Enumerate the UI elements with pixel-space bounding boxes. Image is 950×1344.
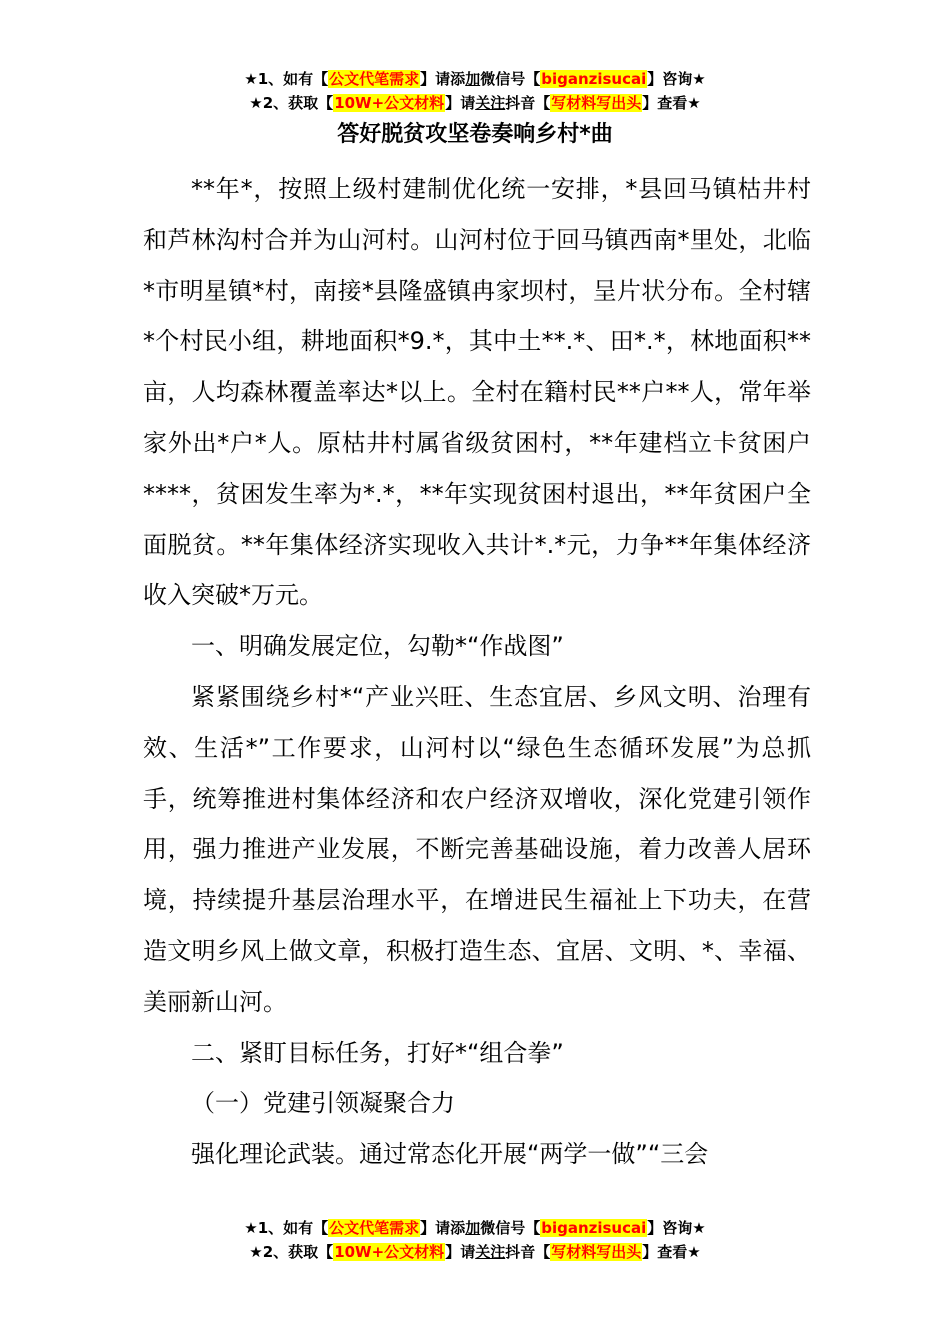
- footer-banner: [0, 1216, 950, 1264]
- paragraph-intro: **年*，按照上级村建制优化统一安排，*县回马镇枯井村和芦林沟村合并为山河村。山河村位于回马镇西南*里处，北临*市明星镇*村，南接*县隆盛镇冉家坝村，呈片状分布。全村辖*个村民小组，耕地面积*9.*，其中土**.*、田*.*，林地面积**亩，人均森林覆盖率达*以上。全村在籍村民**户**人，常年举家外出*户*人。原枯井村属省级贫困村，**年建档立卡贫困户****，贫困发生率为*.*，**年实现贫困村退出，**年贫困户全面脱贫。**年集体经济实现收入共计*.*元，力争**年集体经济收入突破*万元。: [143, 175, 811, 610]
- highlight-writing-service: 公文代笔需求: [329, 70, 420, 88]
- document-body: [143, 164, 811, 1180]
- highlight-douyin-account: 写材料写出头: [551, 1243, 642, 1261]
- highlight-douyin-account: 写材料写出头: [551, 94, 642, 112]
- footer-line-1: ★1、如有【公文代笔需求】请添加微信号【biganzisucai】咨询★: [244, 1219, 706, 1237]
- header-banner: [0, 67, 950, 115]
- highlight-materials: 10W+公文材料: [334, 94, 445, 112]
- banner-line-1: ★1、如有【公文代笔需求】请添加微信号【biganzisucai】咨询★: [244, 70, 706, 88]
- section-heading-1: 一、明确发展定位，勾勒*“作战图”: [191, 632, 564, 661]
- highlight-wechat-id: biganzisucai: [541, 1219, 647, 1237]
- section-heading-2: 二、紧盯目标任务，打好*“组合拳”: [191, 1038, 564, 1067]
- banner-line-2: ★2、获取【10W+公文材料】请关注抖音【写材料写出头】查看★: [249, 94, 701, 112]
- footer-line-2: ★2、获取【10W+公文材料】请关注抖音【写材料写出头】查看★: [249, 1243, 701, 1261]
- highlight-wechat-id: biganzisucai: [541, 70, 647, 88]
- document-title: 答好脱贫攻坚卷奏响乡村*曲: [337, 122, 613, 147]
- paragraph-section-1: 紧紧围绕乡村*“产业兴旺、生态宜居、乡风文明、治理有效、生活*”工作要求，山河村以“绿色生态循环发展”为总抓手，统筹推进村集体经济和农户经济双增收，深化党建引领作用，强力推进产业发展，不断完善基础设施，着力改善人居环境，持续提升基层治理水平，在增进民生福祉上下功夫，在营造文明乡风上做文章，积极打造生态、宜居、文明、*、幸福、美丽新山河。: [143, 682, 811, 1016]
- subsection-heading-1: （一）党建引领凝聚合力: [191, 1089, 455, 1118]
- highlight-writing-service: 公文代笔需求: [329, 1219, 420, 1237]
- paragraph-subsection-1: 强化理论武装。通过常态化开展“两学一做”“三会: [191, 1140, 709, 1169]
- highlight-materials: 10W+公文材料: [334, 1243, 445, 1261]
